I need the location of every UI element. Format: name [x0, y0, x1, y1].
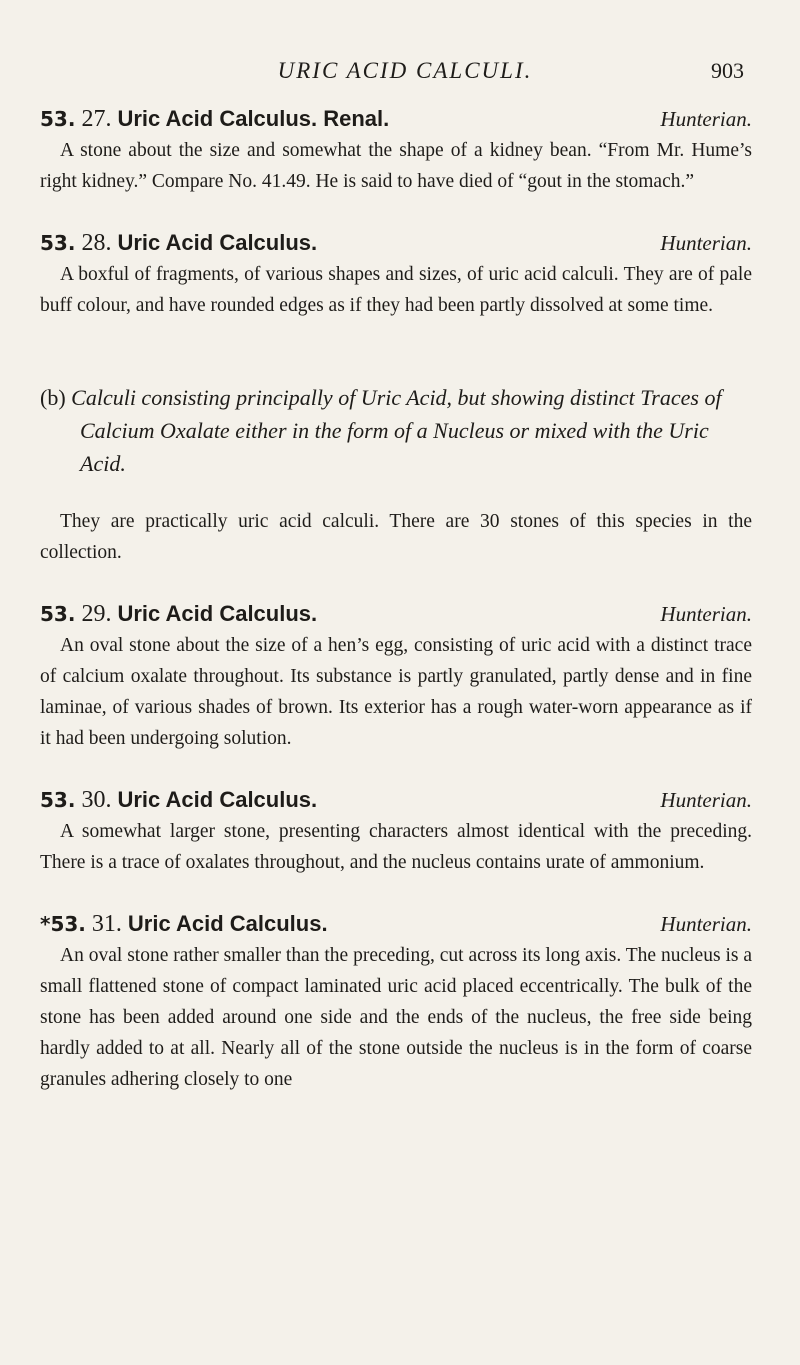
section-label: (b): [40, 385, 66, 410]
entry-heading: [40, 908, 752, 940]
entry-id: 28.: [81, 230, 112, 256]
entry-heading: [40, 103, 752, 135]
page-content: [40, 103, 752, 1095]
catalogue-entry: [40, 103, 752, 197]
section-heading-text: Calculi consisting principally of Uric Acid, but showing distinct Traces of Calcium Oxalate either in the form of a Nucleus or mixed with the Uric Acid.: [71, 385, 722, 476]
section-intro: They are practically uric acid calculi. There are 30 stones of this species in the collection.: [40, 511, 752, 563]
entry-heading: [40, 227, 752, 259]
entry-source: Hunterian.: [660, 107, 752, 131]
entry-id: 31.: [91, 911, 122, 937]
entry-series-number: 53.: [40, 788, 76, 812]
entry-description: An oval stone about the size of a hen’s egg, consisting of uric acid with a distinct trace of calcium oxalate throughout. Its substance is partly granulated, partly dense and in fine laminae, of various shades of brown. Its exterior has a rough water-worn appearance as if it had been undergoing solution.: [40, 635, 752, 749]
section-heading: [40, 381, 752, 480]
entry-series-number: 53.: [40, 107, 76, 131]
catalogue-entry: [40, 784, 752, 878]
entry-title: Uric Acid Calculus. Renal.: [117, 106, 390, 131]
running-title: URIC ACID CALCULI.: [277, 58, 533, 83]
entry-description: A boxful of fragments, of various shapes and sizes, of uric acid calculi. They are of pale buff colour, and have rounded edges as if they had been partly dissolved at some time.: [40, 264, 752, 316]
entry-title: Uric Acid Calculus.: [127, 911, 328, 936]
entry-source: Hunterian.: [660, 231, 752, 255]
entry-title: Uric Acid Calculus.: [117, 787, 318, 812]
running-header: [0, 58, 800, 86]
catalogue-entry: [40, 598, 752, 754]
entry-heading: [40, 598, 752, 630]
entry-source: Hunterian.: [660, 602, 752, 626]
entry-id: 27.: [81, 106, 112, 132]
catalogue-entry: [40, 908, 752, 1095]
entry-series-number: 53.: [40, 602, 76, 626]
entry-source: Hunterian.: [660, 788, 752, 812]
entry-title: Uric Acid Calculus.: [117, 601, 318, 626]
entry-title: Uric Acid Calculus.: [117, 230, 318, 255]
entry-description: A somewhat larger stone, presenting characters almost identical with the preceding. There is a trace of oxalates throughout, and the nucleus contains urate of ammonium.: [40, 821, 752, 873]
entry-id: 29.: [81, 601, 112, 627]
entry-description: A stone about the size and somewhat the shape of a kidney bean. “From Mr. Hume’s right kidney.” Compare No. 41.49. He is said to have died of “gout in the stomach.”: [40, 140, 752, 192]
entry-series-number: *53.: [40, 912, 86, 936]
entry-heading: [40, 784, 752, 816]
catalogue-entry: [40, 227, 752, 321]
section-b: [40, 381, 752, 568]
page-number: 903: [711, 58, 744, 83]
entry-source: Hunterian.: [660, 912, 752, 936]
entry-id: 30.: [81, 787, 112, 813]
entry-description: An oval stone rather smaller than the preceding, cut across its long axis. The nucleus is a small flattened stone of compact laminated uric acid placed eccentrically. The bulk of the stone has been added around one side and the ends of the nucleus, the free side being hardly added to at all. Nearly all of the stone outside the nucleus is in the form of coarse granules adhering closely to one: [40, 945, 752, 1090]
entry-series-number: 53.: [40, 231, 76, 255]
